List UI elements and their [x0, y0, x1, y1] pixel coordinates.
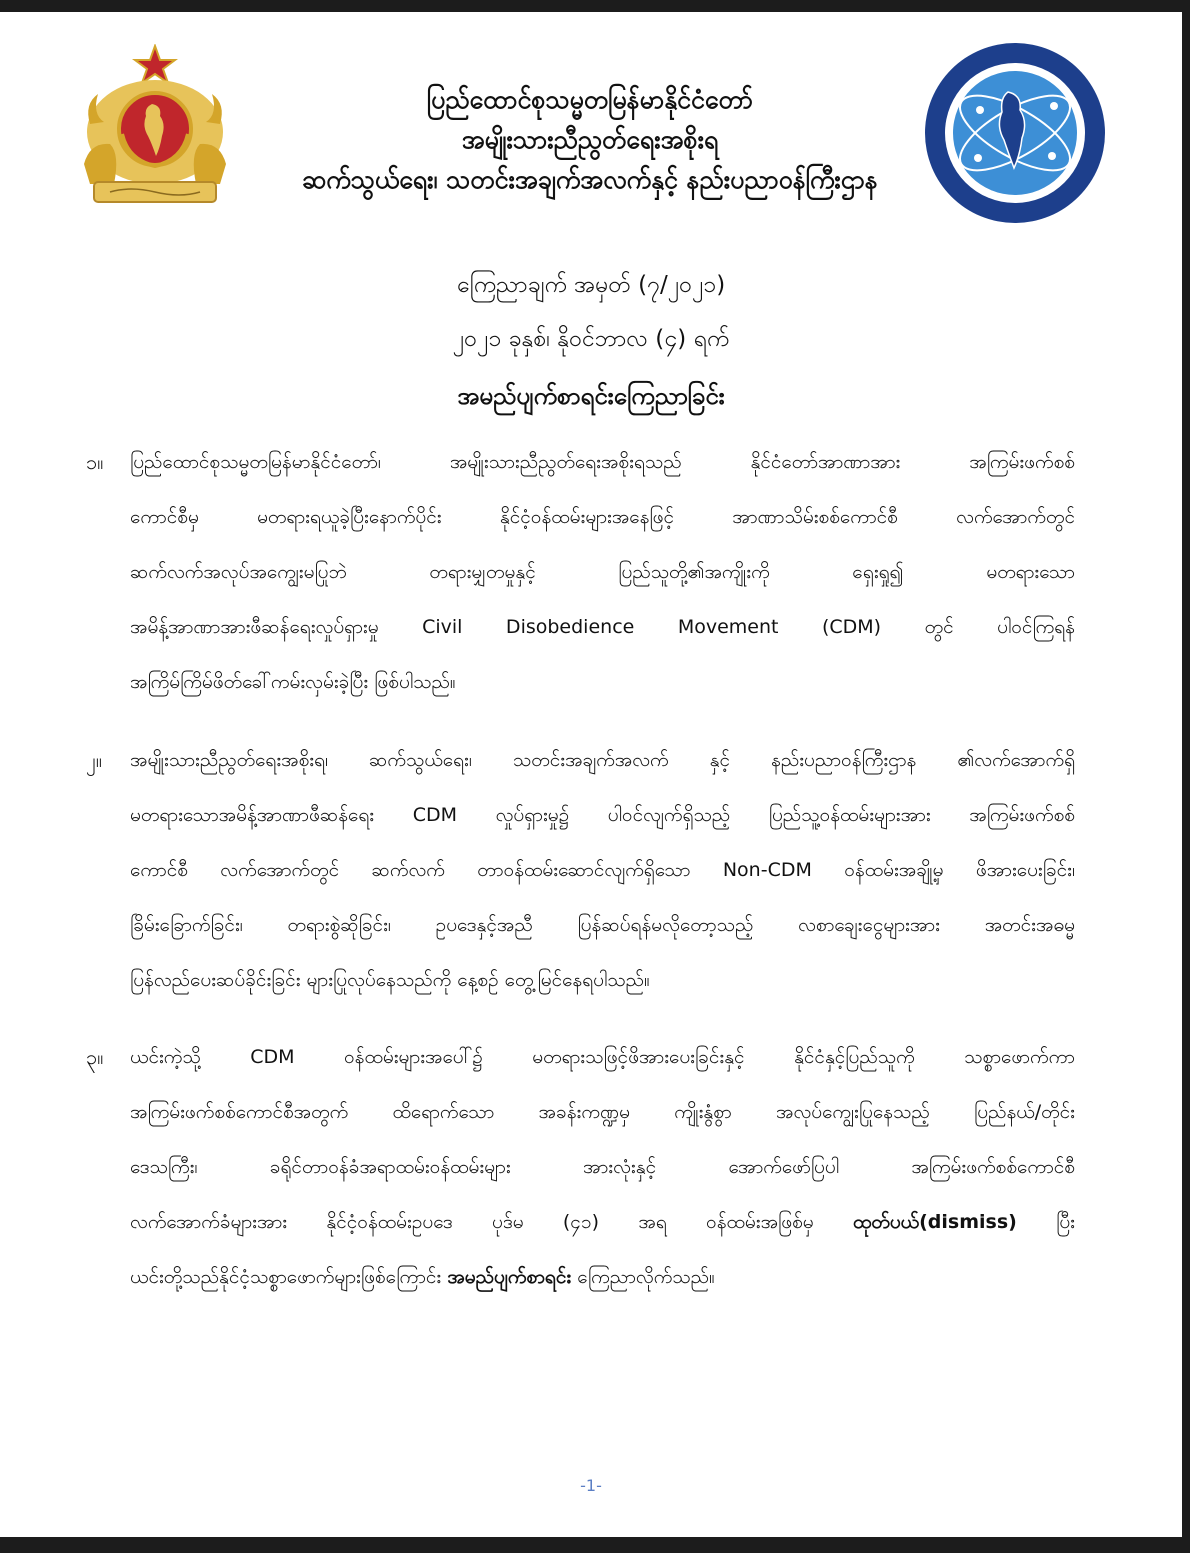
- dismiss-emphasis: ထုတ်ပယ်(dismiss): [852, 1211, 1017, 1233]
- paragraph-1: [86, 435, 1075, 710]
- paragraph-number: ၂။: [86, 748, 102, 772]
- window-bottom-border: [0, 1537, 1190, 1553]
- page-number: -1-: [580, 1476, 602, 1495]
- paragraph-line: အမျိုးသားညီညွတ်ရေးအစိုးရ၊ ဆက်သွယ်ရေး၊ သတင်းအချက်အလက် နှင့် နည်းပညာဝန်ကြီးဌာန ၏လက်အောက်ရှိ: [130, 749, 1075, 771]
- window-top-border: [0, 0, 1190, 12]
- paragraph-line: အကြိမ်ကြိမ်ဖိတ်ခေါ်ကမ်းလှမ်းခဲ့ပြီး ဖြစ်ပါသည်။: [130, 671, 456, 693]
- window-right-border: [1182, 0, 1190, 1553]
- header-country: ပြည်ထောင်စုသမ္မတမြန်မာနိုင်ငံတော်: [426, 85, 754, 114]
- paragraph-line: ဆက်လက်အလုပ်အကျွေးမပြုဘဲ တရားမျှတမှုနှင့် ပြည်သူတို့၏အကျိုးကို ရှေးရှု၍ မတရားသော: [130, 561, 1075, 583]
- paragraph-line: [130, 1195, 1075, 1250]
- paragraph-line: ယင်းကဲ့သို့ CDM ဝန်ထမ်းများအပေါ်၌ မတရားသဖြင့်ဖိအားပေးခြင်းနှင့် နိုင်ငံနှင့်ပြည်သူကို သစ္စာဖောက်ကာ: [130, 1046, 1075, 1068]
- paragraph-3: [86, 1030, 1075, 1305]
- paragraph-line: ဒေသကြီး၊ ခရိုင်တာဝန်ခံအရာထမ်းဝန်ထမ်းများ အားလုံးနှင့် အောက်ဖော်ပြပါ အကြမ်းဖက်စစ်ကောင်စီ: [130, 1156, 1075, 1178]
- paragraph-number: ၃။: [86, 1045, 104, 1069]
- paragraph-2: [86, 733, 1075, 1008]
- paragraph-line: [130, 1250, 1075, 1305]
- blacklist-emphasis: အမည်ပျက်စာရင်း: [447, 1266, 572, 1288]
- paragraph-line: အကြမ်းဖက်စစ်ကောင်စီအတွက် ထိရောက်သော အခန်းကဏ္ဍမှ ကျိုးနွံစွာ အလုပ်ကျွေးပြုနေသည့် ပြည်နယ်/တိုင်း: [130, 1101, 1075, 1123]
- announcement-reference: ကြေညာချက် အမှတ် (၇/၂၀၂၁): [456, 272, 726, 298]
- paragraph-line: မတရားသောအမိန့်အာဏာဖီဆန်ရေး CDM လှုပ်ရှားမှု၌ ပါဝင်လျက်ရှိသည့် ပြည်သူ့ဝန်ထမ်းများအား အကြမ်းဖက်စစ်: [130, 804, 1075, 826]
- paragraph-line: ပြန်လည်ပေးဆပ်ခိုင်းခြင်း များပြုလုပ်နေသည်ကို နေ့စဉ် တွေ့မြင်နေရပါသည်။: [130, 969, 650, 991]
- paragraph-line-text: ကြေညာလိုက်သည်။: [577, 1266, 715, 1288]
- paragraph-line-text: လက်အောက်ခံများအား နိုင်ငံ့ဝန်ထမ်းဥပဒေ ပုဒ်မ (၄၁) အရ ဝန်ထမ်းအဖြစ်မှ: [130, 1211, 814, 1233]
- paragraph-line: ကောင်စီမှ မတရားရယူခဲ့ပြီးနောက်ပိုင်း နိုင်ငံ့ဝန်ထမ်းများအနေဖြင့် အာဏာသိမ်းစစ်ကောင်စီ လက်အောက်တွင်: [130, 506, 1075, 528]
- header-ministry: ဆက်သွယ်ရေး၊ သတင်းအချက်အလက်နှင့် နည်းပညာဝန်ကြီးဌာန: [302, 165, 878, 194]
- paragraph-line-text: ယင်းတို့သည်နိုင်ငံ့သစ္စာဖောက်များဖြစ်ကြောင်း: [130, 1266, 442, 1288]
- paragraph-line: ပြည်ထောင်စုသမ္မတမြန်မာနိုင်ငံတော်၊ အမျိုးသားညီညွတ်ရေးအစိုးရသည် နိုင်ငံတော်အာဏာအား အကြမ်းဖက်စစ်: [130, 451, 1075, 473]
- paragraph-line-text: ပြီး: [1056, 1211, 1075, 1233]
- document-page: [0, 12, 1182, 1537]
- paragraph-line: ခြိမ်းခြောက်ခြင်း၊ တရားစွဲဆိုခြင်း၊ ဥပဒေနှင့်အညီ ပြန်ဆပ်ရန်မလိုတော့သည့် လစာချေးငွေများအား အတင်းအဓမ္မ: [130, 914, 1075, 936]
- paragraph-line: အမိန့်အာဏာအားဖီဆန်ရေးလှုပ်ရှားမှု Civil Disobedience Movement (CDM) တွင် ပါဝင်ကြရန်: [130, 616, 1075, 638]
- state-seal-icon: [80, 44, 230, 214]
- paragraph-number: ၁။: [86, 450, 104, 474]
- announcement-title: အမည်ပျက်စာရင်းကြေညာခြင်း: [457, 382, 725, 410]
- document-header: [240, 80, 940, 200]
- header-government: အမျိုးသားညီညွတ်ရေးအစိုးရ: [461, 125, 719, 154]
- announcement-date: ၂၀၂၁ ခုနှစ်၊ နိုဝင်ဘာလ (၄) ရက်: [452, 326, 730, 352]
- paragraph-line: ကောင်စီ လက်အောက်တွင် ဆက်လက် တာဝန်ထမ်းဆောင်လျက်ရှိသော Non-CDM ဝန်ထမ်းအချို့မှ ဖိအားပေးခြင်း၊: [130, 859, 1075, 881]
- ministry-logo-icon: [922, 40, 1108, 226]
